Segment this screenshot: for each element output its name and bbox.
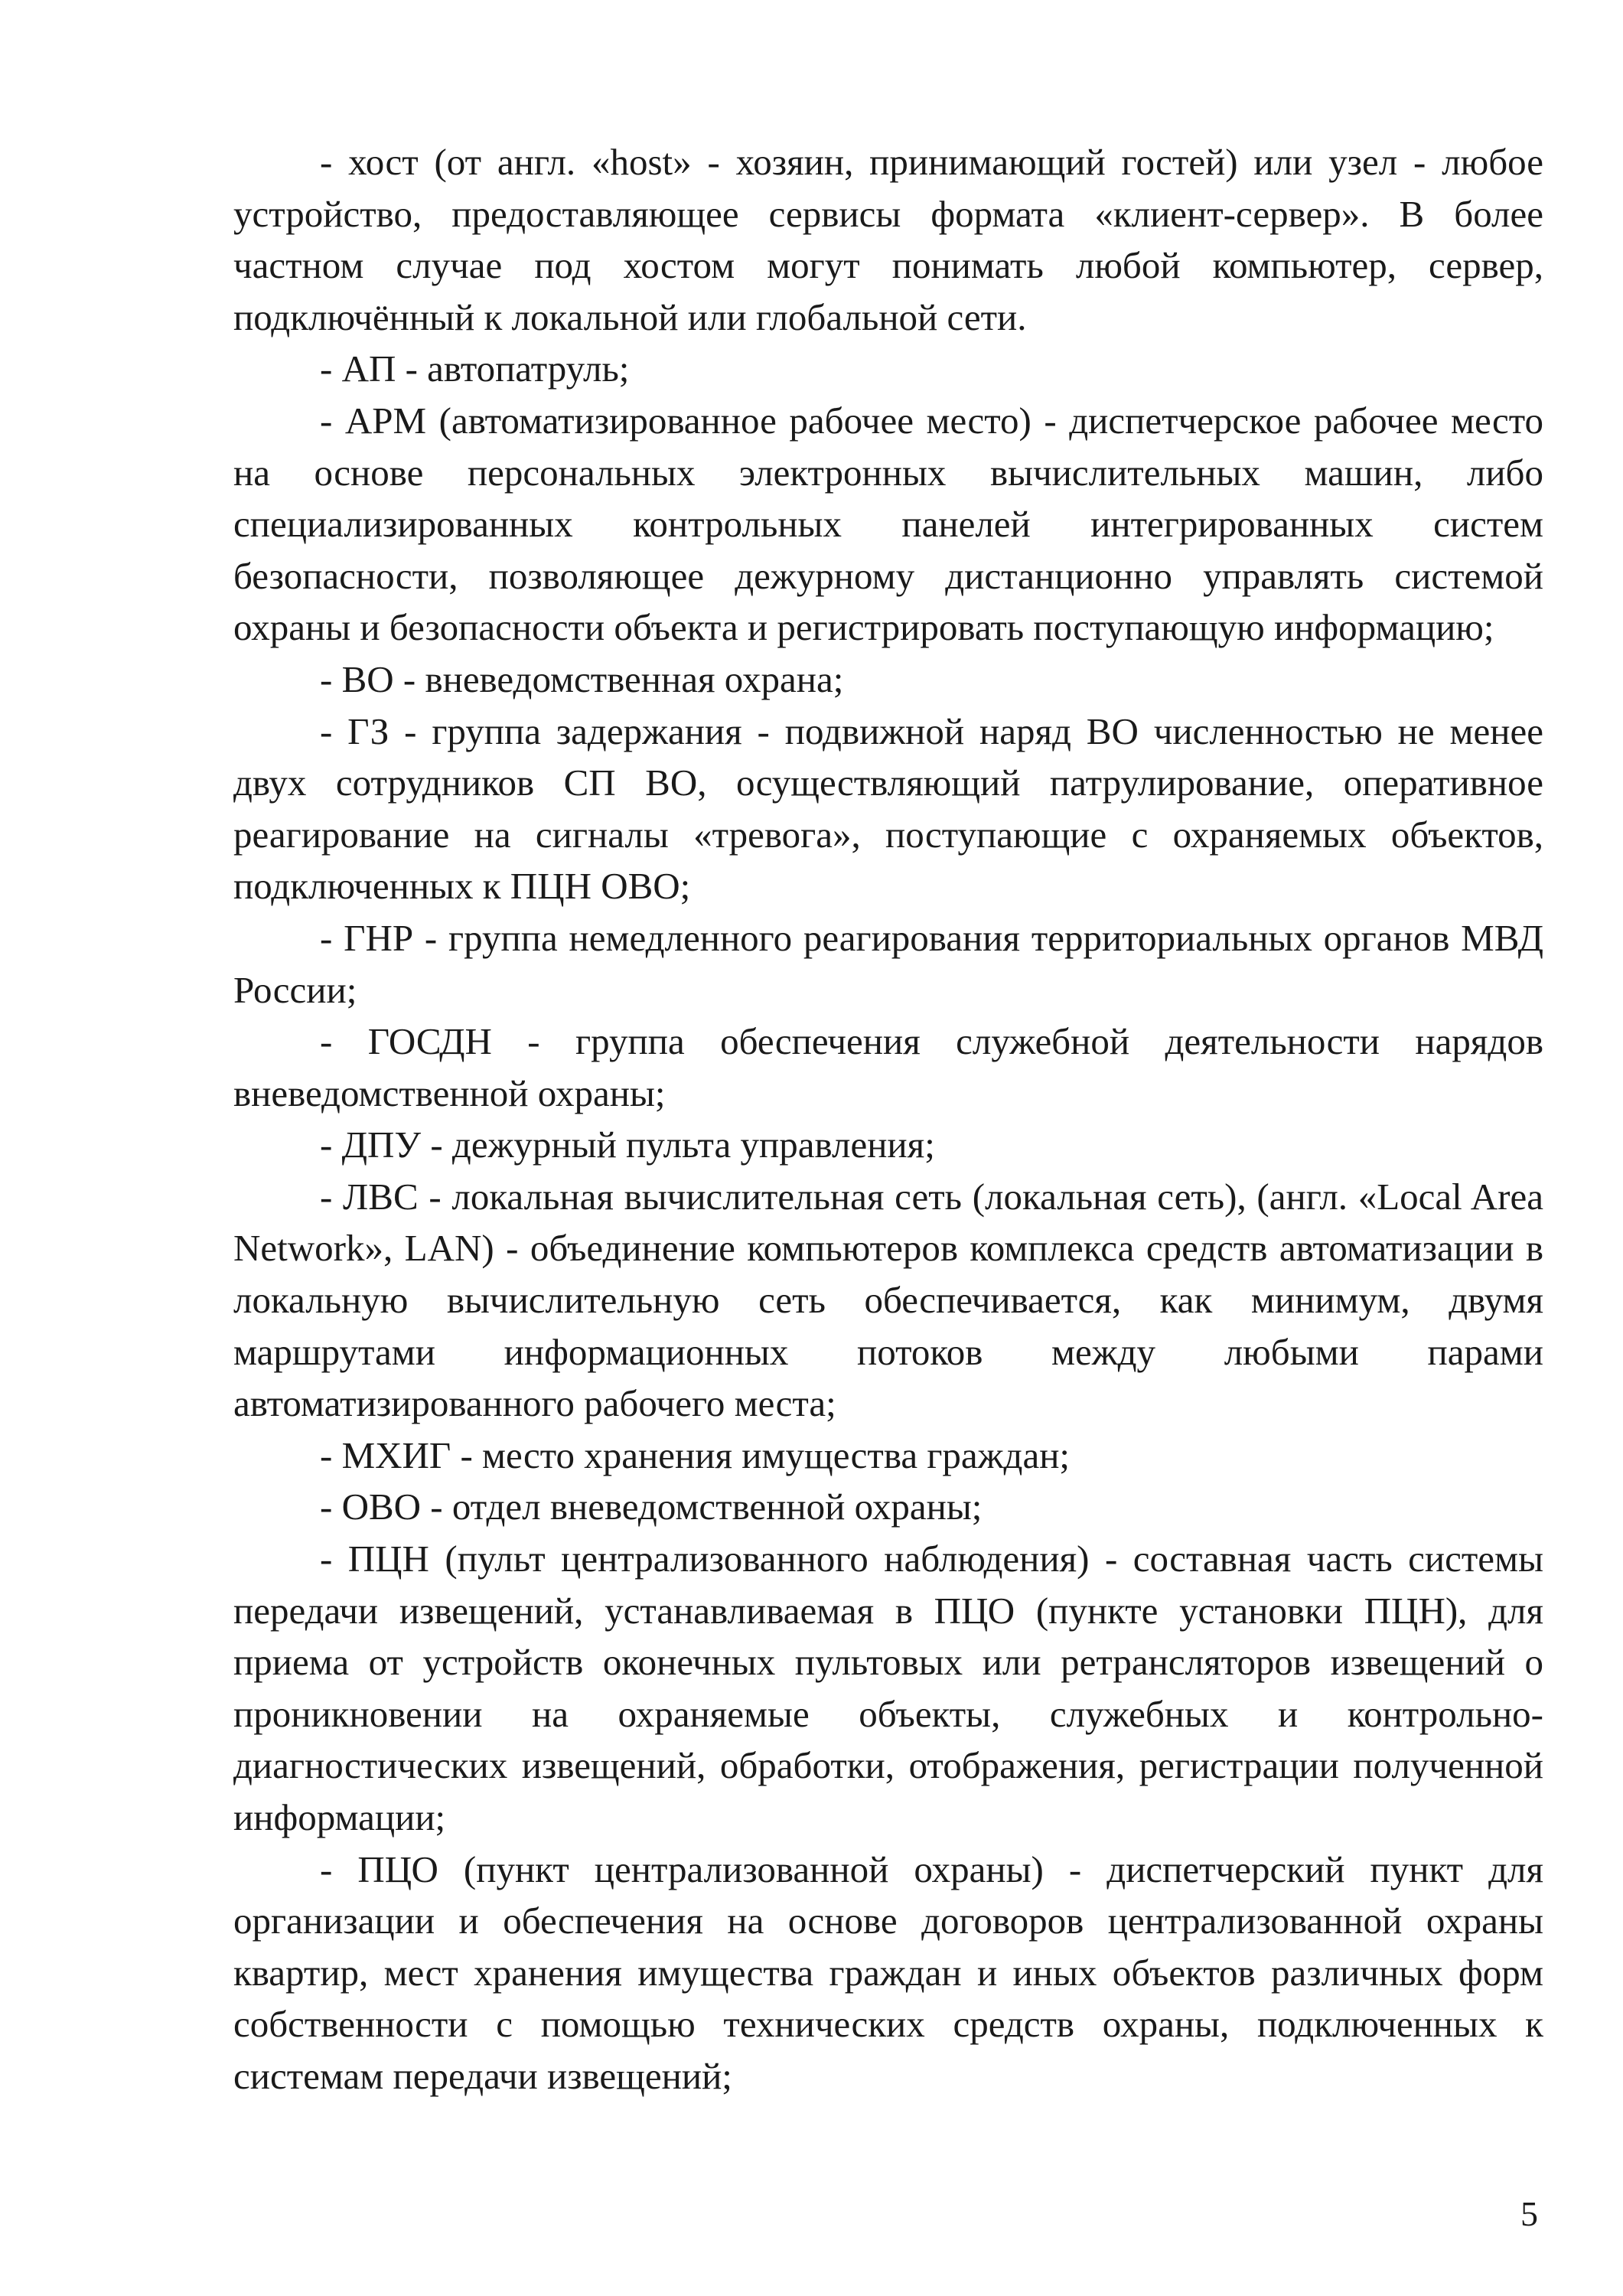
paragraph-host-definition: - хост (от англ. «host» - хозяин, принимающий гостей) или узел - любое устройство, предоставляющее сервисы формата «клиент-сервер». В более частном случае под хостом могут понимать любой компьютер, сервер, подключённый к локальной или глобальной сети. [233,141,1543,338]
paragraph-ovo-definition: - ОВО - отдел вневедомственной охраны; [320,1486,983,1528]
paragraph-gz-definition: - ГЗ - группа задержания - подвижной наряд ВО численностью не менее двух сотрудников СП ВО, осуществляющий патрулирование, оперативное реагирование на сигналы «тревога», поступающие с охраняемых объектов, подключенных к ПЦН ОВО; [233,709,1543,908]
paragraph-lvs-definition: - ЛВС - локальная вычислительная сеть (локальная сеть), (англ. «Local Area Network», LAN) - объединение компьютеров комплекса средств автоматизации в локальную вычислительную сеть обеспечивается, как минимум, двумя маршрутами информационных потоков между любыми парами автоматизированного рабочего места; [233,1175,1543,1425]
document-page [233,136,1543,2102]
paragraph-dpu-definition: - ДПУ - дежурный пульта управления; [320,1124,935,1166]
page-number: 5 [1520,2194,1538,2233]
paragraph-vo-definition: - ВО - вневедомственная охрана; [320,657,844,700]
paragraph-ap-definition: - АП - автопатруль; [320,347,630,390]
paragraph-pcn-definition: - ПЦН (пульт централизованного наблюдения) - составная часть системы передачи извещений, устанавливаемая в ПЦО (пункте установки ПЦН), для приема от устройств оконечных пультовых или ретрансляторов извещений о проникновении на охраняемые объекты, служебных и контрольно-диагностических извещений, обработки, отображения, регистрации полученной информации; [233,1538,1543,1838]
paragraph-pco-definition: - ПЦО (пункт централизованной охраны) - диспетчерский пункт для организации и обеспечения на основе договоров централизованной охраны квартир, мест хранения имущества граждан и иных объектов различных форм собственности с помощью технических средств охраны, подключенных к системам передачи извещений; [233,1848,1543,2097]
paragraph-gosdn-definition: - ГОСДН - группа обеспечения служебной деятельности нарядов вневедомственной охраны; [233,1020,1543,1114]
paragraph-gnr-definition: - ГНР - группа немедленного реагирования территориальных органов МВД России; [233,916,1543,1011]
paragraph-mhig-definition: - МХИГ - место хранения имущества граждан; [320,1433,1071,1476]
paragraph-arm-definition: - АРМ (автоматизированное рабочее место) - диспетчерское рабочее место на основе персональных электронных вычислительных машин, либо специализированных контрольных панелей интегрированных систем безопасности, позволяющее дежурному дистанционно управлять системой охраны и безопасности объекта и регистрировать поступающую информацию; [233,399,1543,649]
